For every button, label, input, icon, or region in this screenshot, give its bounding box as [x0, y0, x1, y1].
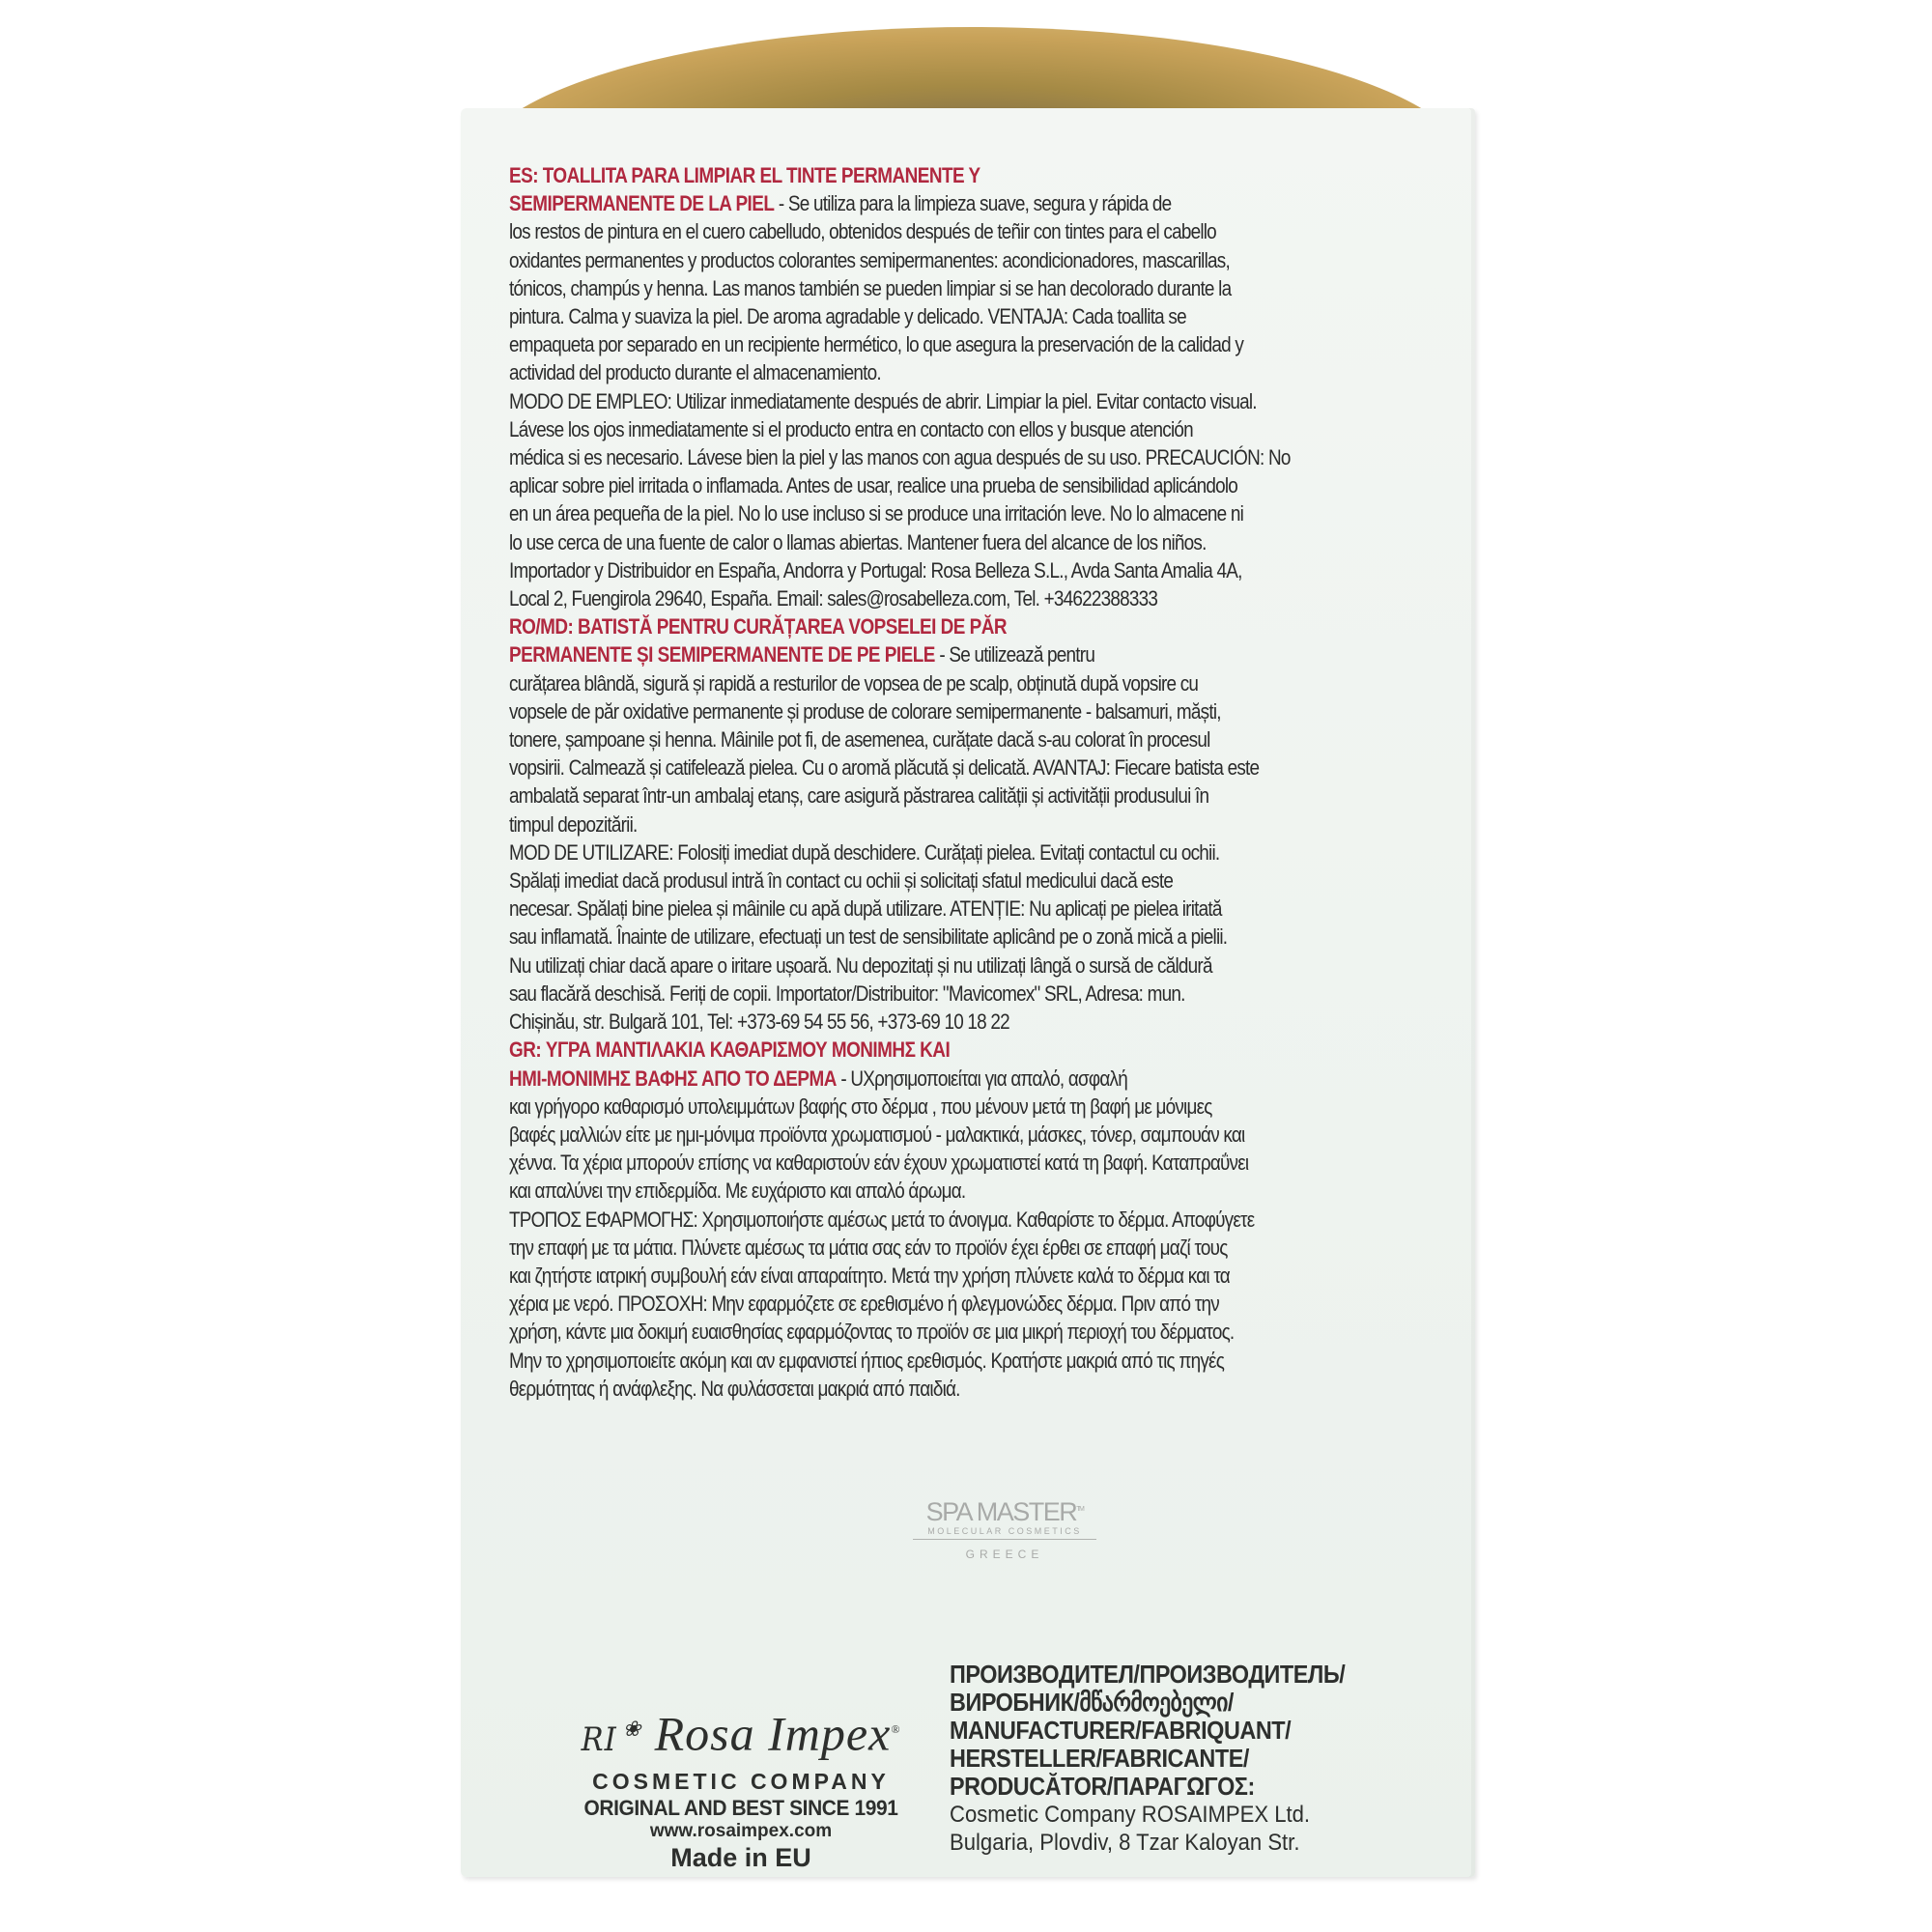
rosa-impex-wordmark: Rosa Impex [654, 1706, 892, 1761]
ro-body-line: MOD DE UTILIZARE: Folosiți imediat după deschidere. Curățați pielea. Evitați contactul cu ochii. [509, 839, 1220, 865]
ro-body-line: Nu utilizați chiar dacă apare o iritare ușoară. Nu depozitați și nu utilizați lângă o sursă de căldură [509, 952, 1212, 978]
gr-heading-line-1: GR: ΥΓΡΑ ΜΑΝΤΙΛΑΚΙΑ ΚΑΘΑΡΙΣΜΟΥ ΜΟΝΙΜΗΣ ΚΑΙ [509, 1037, 951, 1063]
ro-heading-line-2: PERMANENTE ȘI SEMIPERMANENTE DE PE PIELE [509, 642, 935, 668]
ro-body-line: - Se utilizează pentru [934, 642, 1095, 668]
rosa-impex-logo-block [548, 1702, 934, 1873]
ro-body-line: vopsirii. Calmează și catifelează pielea. Cu o aromă plăcută și delicată. AVANTAJ: Fiecare batista este [509, 755, 1260, 781]
es-body-line: actividad del producto durante el almacenamiento. [509, 360, 881, 385]
es-body-line: en un área pequeña de la piel. No lo use incluso si se produce una irritación leve. No lo almacene ni [509, 501, 1244, 526]
gr-body-line: βαφές μαλλιών είτε με ημι-μόνιμα προϊόντα χρωματισμού - μαλακτικά, μάσκες, τόνερ, σαμπουάν και [509, 1122, 1245, 1147]
es-body-line: aplicar sobre piel irritada o inflamada. Antes de usar, realice una prueba de sensibilidad aplicándolo [509, 473, 1238, 498]
instructions-text-block [509, 161, 1475, 1872]
es-body-line: oxidantes permanentes y productos colorantes semipermanentes: acondicionadores, mascarillas, [509, 247, 1230, 272]
gr-body-line: την επαφή με τα μάτια. Πλύνετε αμέσως τα μάτια σας εάν το προϊόν έχει έρθει σε επαφή μαζί τους [509, 1235, 1228, 1260]
ro-body-line: ambalată separat într-un ambalaj etanș, care asigură păstrarea calității și activității produsului în [509, 783, 1209, 809]
manufacturer-address-line: Cosmetic Company ROSAIMPEX Ltd. [950, 1802, 1311, 1828]
ro-body-line: tonere, șampoane și henna. Mâinile pot fi, de asemenea, curățate dacă s-au colorat în procesul [509, 727, 1210, 753]
gr-body-line: χέννα. Τα χέρια μπορούν επίσης να καθαριστούν εάν έχουν χρωματιστεί κατά τη βαφή. Καταπραΰνει [509, 1151, 1249, 1176]
gr-body-line: χέρια με νερό. ΠΡΟΣΟΧΗ: Μην εφαρμόζετε σε ερεθισμένο ή φλεγμονώδες δέρμα. Πριν από την [509, 1292, 1219, 1317]
es-body-line: pintura. Calma y suaviza la piel. De aroma agradable y delicado. VENTAJA: Cada toallita se [509, 304, 1186, 329]
section-es [509, 161, 1473, 1403]
es-body-line: Lávese los ojos inmediatamente si el producto entra en contacto con ellos y busque atención [509, 416, 1193, 441]
gr-body-line: και γρήγορο καθαρισμό υπολειμμάτων βαφής στο δέρμα , που μένουν μετά τη βαφή με μόνιμες [509, 1094, 1212, 1119]
manufacturer-block [950, 1661, 1389, 1857]
spa-master-subtitle: MOLECULAR COSMETICS [913, 1525, 1096, 1540]
es-body-line: los restos de pintura en el cuero cabelludo, obtenidos después de teñir con tintes para el cabello [509, 219, 1216, 244]
ro-body-line: sau flacără deschisă. Feriți de copii. Importator/Distribuitor: "Mavicomex" SRL, Adresa: mun. [509, 980, 1185, 1006]
monogram-icon: RI [581, 1719, 617, 1759]
spa-master-title: SPA MASTER [925, 1497, 1077, 1526]
es-body-line: lo use cerca de una fuente de calor o llamas abiertas. Mantener fuera del alcance de los niños. [509, 529, 1207, 554]
gr-body-line: θερμότητας ή ανάφλεξης. Να φυλάσσεται μακριά από παιδιά. [509, 1376, 960, 1401]
product-box-panel [461, 108, 1475, 1877]
gr-body-line: και ζητήστε ιατρική συμβουλή εάν είναι απαραίτητο. Μετά την χρήση πλύνετε καλά το δέρμα και τα [509, 1263, 1230, 1288]
ro-body-line: vopsele de păr oxidative permanente și produse de colorare semipermanente - balsamuri, măști, [509, 698, 1221, 724]
gr-body-line: ΤΡΟΠΟΣ ΕΦΑΡΜΟΓΗΣ: Χρησιμοποιήστε αμέσως μετά το άνοιγμα. Καθαρίστε το δέρμα. Αποφύγετε [509, 1207, 1255, 1232]
ro-body-line: curățarea blândă, sigură și rapidă a resturilor de vopsea de pe scalp, obținută după vopsire cu [509, 670, 1199, 696]
trademark-symbol: TM [1076, 1506, 1084, 1513]
spa-master-country: GREECE [965, 1548, 1044, 1561]
es-body-line: MODO DE EMPLEO: Utilizar inmediatamente después de abrir. Limpiar la piel. Evitar contacto visual. [509, 388, 1257, 413]
made-in-label: Made in EU [670, 1842, 811, 1872]
registered-symbol: ® [891, 1722, 901, 1736]
gr-body-line: χρήση, κάντε μια δοκιμή ευαισθησίας εφαρμόζοντας το προϊόν σε μια μικρή περιοχή του δέρματος. [509, 1320, 1235, 1345]
es-heading-line-1: ES: TOALLITA PARA LIMPIAR EL TINTE PERMANENTE Y [509, 163, 980, 187]
manufacturer-address-line: Bulgaria, Plovdiv, 8 Tzar Kaloyan Str. [950, 1830, 1300, 1856]
es-body-line: médica si es necesario. Lávese bien la piel y las manos con agua después de su uso. PRECAUCIÓN: No [509, 445, 1291, 470]
rosa-impex-logo [548, 1702, 934, 1767]
es-body-line: Importador y Distribuidor en España, Andorra y Portugal: Rosa Belleza S.L., Avda Santa Amalia 4A, [509, 557, 1242, 582]
gr-body-line: - UΧρησιμοποιείται για απαλό, ασφαλή [836, 1065, 1127, 1091]
gr-body-line: και απαλύνει την επιδερμίδα. Με ευχάριστο και απαλό άρωμα. [509, 1179, 966, 1204]
spa-master-logo [913, 1496, 1096, 1561]
ro-body-line: Chișinău, str. Bulgară 101, Tel: +373-69 54 55 56, +373-69 10 18 22 [509, 1009, 1009, 1035]
manufacturer-label-line: HERSTELLER/FABRICANTE/ [950, 1744, 1249, 1773]
manufacturer-label-line: PRODUCĂTOR/ΠΑΡΑΓΩΓΟΣ: [950, 1772, 1255, 1801]
es-body-line: Local 2, Fuengirola 29640, España. Email: sales@rosabelleza.com, Tel. +34622388333 [509, 586, 1158, 611]
ro-body-line: necesar. Spălați bine pielea și mâinile cu apă după utilizare. ATENȚIE: Nu aplicați pe pielea iritată [509, 896, 1222, 922]
ro-body-line: sau inflamată. Înainte de utilizare, efectuați un test de sensibilitate aplicând pe o zonă mică a pielii. [509, 924, 1228, 950]
ro-heading-line-1: RO/MD: BATISTĂ PENTRU CURĂȚAREA VOPSELEI DE PĂR [509, 614, 1007, 639]
ro-body-line: timpul depozitării. [509, 811, 638, 837]
company-type: COSMETIC COMPANY [592, 1768, 890, 1794]
gr-body-line: Μην το χρησιμοποιείτε ακόμη και αν εμφανιστεί ήπιος ερεθισμός. Κρατήστε μακριά από τις πηγές [509, 1348, 1225, 1373]
ro-body-line: Spălați imediat dacă produsul intră în contact cu ochii și solicitați sfatul medicului dacă este [509, 868, 1174, 894]
company-website: www.rosaimpex.com [649, 1820, 833, 1841]
es-body-line: empaqueta por separado en un recipiente hermético, lo que asegura la preservación de la calidad y [509, 332, 1244, 357]
manufacturer-label-line: MANUFACTURER/FABRIQUANT/ [950, 1716, 1292, 1745]
gr-heading-line-2: ΗΜΙ-ΜΟΝΙΜΗΣ ΒΑΦΗΣ ΑΠΟ ΤΟ ΔΕΡΜΑ [509, 1065, 837, 1091]
es-heading-line-2: SEMIPERMANENTE DE LA PIEL [509, 191, 775, 216]
manufacturer-label-line: ПРОИЗВОДИТЕЛ/ПРОИЗВОДИТЕЛЬ/ [950, 1660, 1346, 1689]
es-body-line: - Se utiliza para la limpieza suave, segura y rápida de [774, 191, 1172, 216]
company-slogan: ORIGINAL AND BEST SINCE 1991 [583, 1795, 898, 1820]
es-body-line: tónicos, champús y henna. Las manos también se pueden limpiar si se han decolorado durante la [509, 275, 1232, 300]
manufacturer-label-line: ВИРОБНИК/მწარმოებელი/ [950, 1688, 1234, 1717]
rose-icon: ❀ [622, 1717, 642, 1741]
